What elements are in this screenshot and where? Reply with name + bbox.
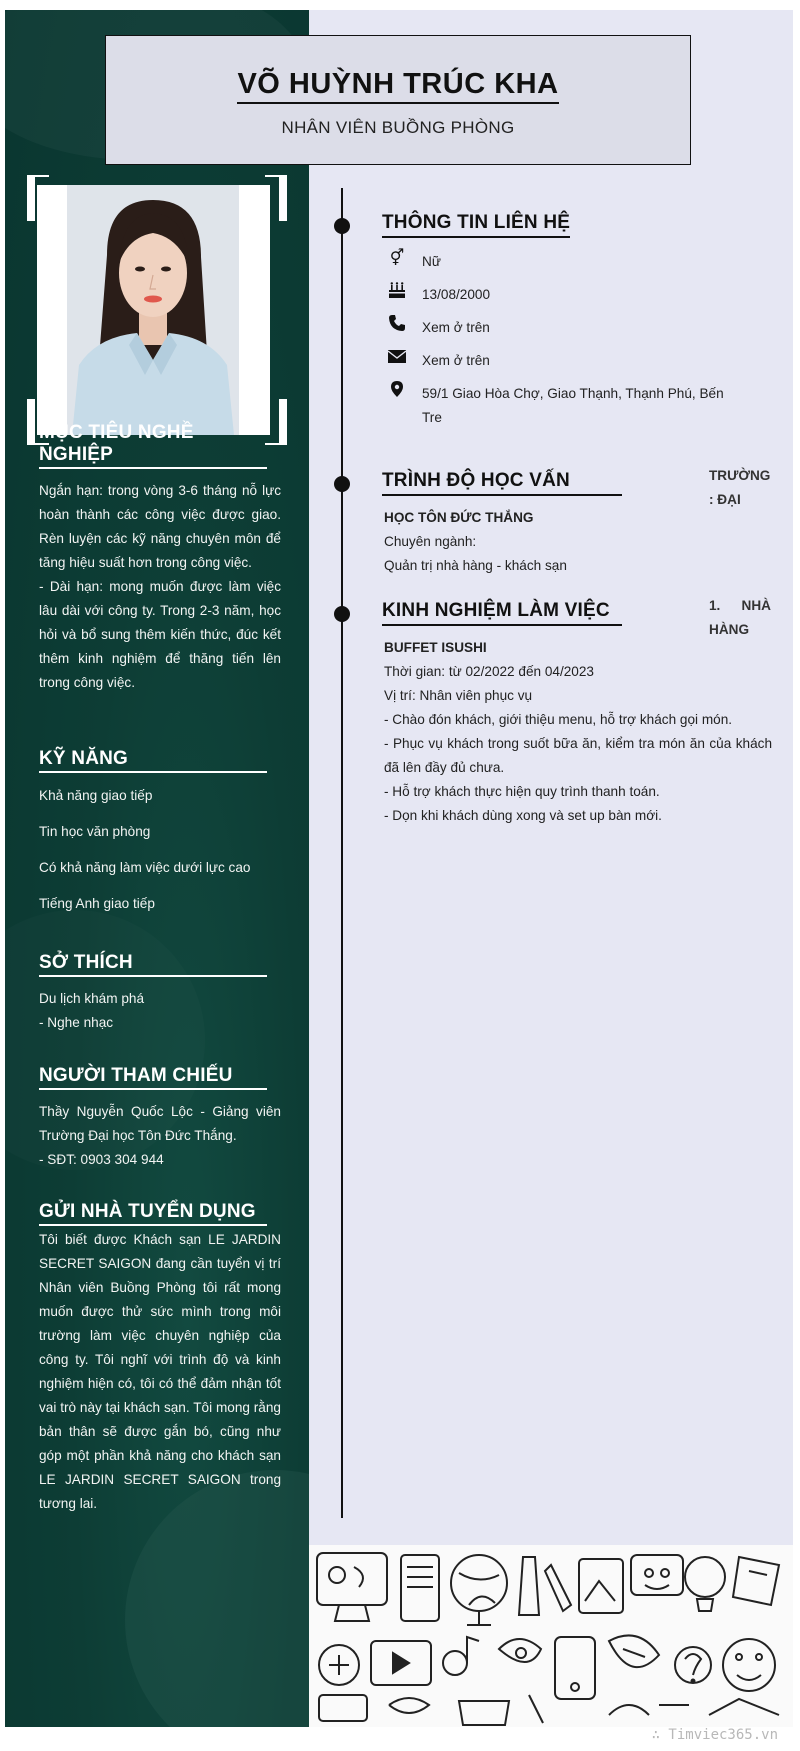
education-school-prefix: TRƯỜNG : ĐẠI: [709, 468, 771, 507]
education-heading: TRÌNH ĐỘ HỌC VẤN: [382, 470, 622, 496]
timeline-dot: [334, 218, 350, 234]
skill-item: Khả năng giao tiếp: [39, 788, 153, 803]
contact-birthday-row: [382, 281, 772, 314]
profile-photo: [37, 185, 270, 435]
contact-gender: Nữ: [422, 254, 441, 269]
reference-person: Thầy Nguyễn Quốc Lộc - Giảng viên Trường Đại học Tôn Đức Thắng.: [39, 1104, 281, 1143]
experience-position: Vị trí: Nhân viên phục vụ: [384, 688, 533, 703]
career-goal-section: [39, 422, 281, 695]
experience-duty: - Hỗ trợ khách thực hiện quy trình thanh toán.: [384, 784, 660, 799]
contact-email: Xem ở trên: [422, 353, 490, 368]
education-major-label: Chuyên ngành:: [384, 534, 477, 549]
contact-phone: Xem ở trên: [422, 320, 490, 335]
experience-time: Thời gian: từ 02/2022 đến 04/2023: [384, 664, 594, 679]
references-section: [39, 1065, 281, 1172]
skills-heading: KỸ NĂNG: [39, 748, 267, 773]
contact-gender-row: [382, 248, 772, 281]
name-header: [105, 35, 691, 165]
reference-phone: - SĐT: 0903 304 944: [39, 1152, 164, 1167]
career-goal-long-term: - Dài hạn: mong muốn được làm việc lâu dài với công ty. Trong 2-3 năm, học hỏi và bổ sung thêm kiến thức, đúc kết thêm kinh nghiệm để thăng tiến lên trong công việc.: [39, 579, 281, 690]
skill-item: Tin học văn phòng: [39, 824, 151, 839]
experience-company-prefix: 1. NHÀ HÀNG: [709, 598, 771, 637]
timeline-dot: [334, 606, 350, 622]
experience-duty: - Dọn khi khách dùng xong và set up bàn mới.: [384, 808, 662, 823]
envelope-icon: [388, 347, 406, 365]
sidebar: [5, 10, 309, 1727]
hobby-item: - Nghe nhạc: [39, 1015, 114, 1030]
experience-heading: KINH NGHIỆM LÀM VIỆC: [382, 600, 622, 626]
career-goal-short-term: Ngắn hạn: trong vòng 3-6 tháng nỗ lực hoàn thành các công việc được giao. Rèn luyện các kỹ năng chuyên môn để tăng hiệu suất hơn trong công việc.: [39, 483, 281, 570]
skill-item: Tiếng Anh giao tiếp: [39, 896, 155, 911]
skills-section: [39, 748, 281, 931]
contact-address-row: [382, 380, 772, 432]
contact-email-row: [382, 347, 772, 380]
hobbies-section: [39, 952, 281, 1035]
contact-section: [382, 212, 772, 432]
hobby-item: Du lịch khám phá: [39, 991, 145, 1006]
doodle-illustration: [309, 1545, 793, 1727]
cover-letter-section: [39, 1201, 281, 1516]
watermark-text: ∴ Timviec365.vn: [651, 1727, 778, 1743]
timeline-dot: [334, 476, 350, 492]
contact-phone-row: [382, 314, 772, 347]
contact-heading: THÔNG TIN LIÊN HỆ: [382, 212, 570, 238]
timeline-line: [341, 188, 343, 1518]
hobbies-heading: SỞ THÍCH: [39, 952, 267, 977]
cover-letter-text: Tôi biết được Khách sạn LE JARDIN SECRET SAIGON đang cần tuyển vị trí Nhân viên Buồng Phòng tôi rất mong muốn được thử sức mình trong môi trường làm việc chuyên nghiệp của công ty. Tôi nghĩ với trình độ và kinh nghiệm hiện có, tôi có thể đảm nhận tốt vai trò này tại khách sạn. Tôi mong rằng bản thân sẽ được gắn bó, cũng như góp một phần khả năng cho khách sạn LE JARDIN SECRET SAIGON trong tương lai.: [39, 1232, 281, 1511]
candidate-job-title: NHÂN VIÊN BUỒNG PHÒNG: [281, 118, 515, 137]
profile-photo-frame: [27, 175, 287, 445]
skill-item: Có khả năng làm việc dưới lực cao: [39, 860, 251, 875]
education-school: HỌC TÔN ĐỨC THẮNG: [384, 510, 534, 525]
references-heading: NGƯỜI THAM CHIẾU: [39, 1065, 267, 1090]
experience-company: BUFFET ISUSHI: [384, 640, 487, 655]
phone-icon: [388, 314, 406, 332]
gender-icon: ⚥: [389, 250, 405, 267]
cover-letter-heading: GỬI NHÀ TUYỂN DỤNG: [39, 1201, 267, 1226]
contact-birthday: 13/08/2000: [422, 287, 491, 302]
experience-duty: - Chào đón khách, giới thiệu menu, hỗ trợ khách gọi món.: [384, 712, 733, 727]
contact-address: 59/1 Giao Hòa Chợ, Giao Thạnh, Thạnh Phú, Bến Tre: [422, 386, 724, 425]
experience-duty: - Phục vụ khách trong suốt bữa ăn, kiểm tra món ăn của khách đã lên đầy đủ chưa.: [384, 736, 772, 775]
birthday-cake-icon: [388, 281, 406, 299]
education-major: Quản trị nhà hàng - khách sạn: [384, 558, 567, 573]
map-marker-icon: [388, 380, 406, 398]
career-goal-heading: MỤC TIÊU NGHỀ NGHIỆP: [39, 422, 267, 469]
cv-page: [5, 10, 793, 1727]
candidate-name: VÕ HUỲNH TRÚC KHA: [237, 68, 558, 104]
